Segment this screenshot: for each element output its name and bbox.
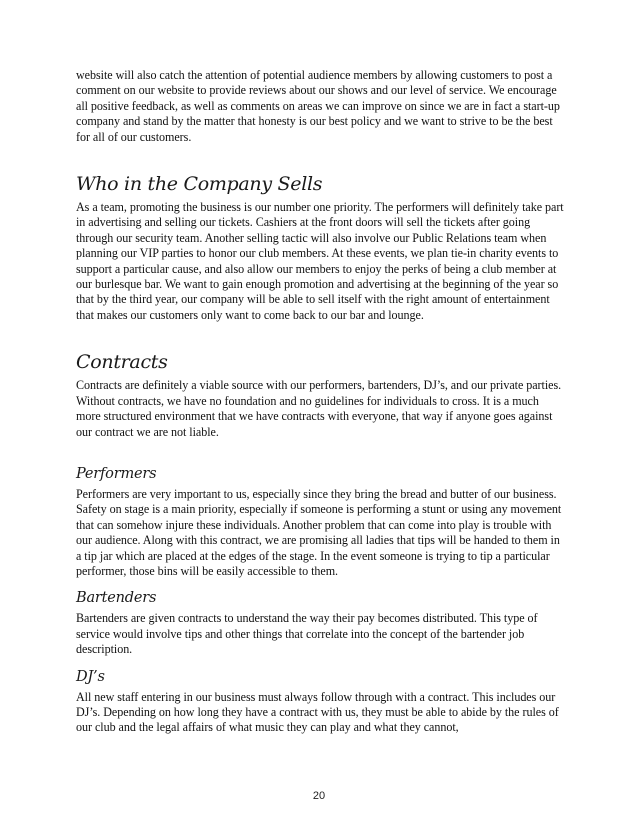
paragraph-bartenders: Bartenders are given contracts to understand the way their pay becomes distributed. This type of service would involve tips and other things that correlate into the concept of the bartender job description. [76, 611, 538, 657]
document-page [76, 68, 566, 736]
heading-who-sells: Who in the Company Sells [76, 173, 323, 196]
heading-performers: Performers [76, 465, 157, 482]
heading-bartenders: Bartenders [76, 590, 157, 607]
heading-contracts: Contracts [76, 351, 168, 374]
paragraph-intro: website will also catch the attention of potential audience members by allowing customers to post a comment on our website to provide reviews about our shows and our level of service. We encourage all positive feedback, as well as comments on areas we can improve on since we are in fact a start-up company and stand by the matter that honesty is our best policy and we want to strive to be the best for all of our customers. [76, 68, 560, 144]
heading-djs: DJ’s [76, 668, 105, 685]
paragraph-contracts: Contracts are definitely a viable source with our performers, bartenders, DJ’s, and our private parties. Without contracts, we have no foundation and no guidelines for individuals to cross. It is a much more structured environment that we have contracts with everyone, that way if anyone goes against our contract we are not liable. [76, 378, 562, 439]
paragraph-who-sells: As a team, promoting the business is our number one priority. The performers will definitely take part in advertising and selling our tickets. Cashiers at the front doors will sell the tickets after going through our security team. Another selling tactic will also involve our Public Relations team when planning our VIP parties to honor our club members. At these events, we plan tie-in charity events to support a particular cause, and also allow our members to enjoy the perks of being a club member at our burlesque bar. We want to gain enough promotion and advertising at the beginning of the year so that by the third year, our company will be able to sell itself with the right amount of entertainment that makes our customers only want to come back to our bar and lounge. [76, 200, 564, 322]
paragraph-djs: All new staff entering in our business must always follow through with a contract. This includes our DJ’s. Depending on how long they have a contract with us, they must be able to abide by the rules of our club and the legal affairs of what music they can play and what they cannot, [76, 689, 559, 735]
paragraph-performers: Performers are very important to us, especially since they bring the bread and butter of our business. Safety on stage is a main priority, especially if someone is performing a stunt or using any movement that can somehow injure these individuals. Another problem that can come into play is trouble with our audience. Along with this contract, we are promising all ladies that tips will be handed to them in a tip jar which are placed at the edges of the stage. In the event someone is trying to tip a particular performer, those bins will be easily accessible to them. [76, 486, 562, 578]
page-number: 20 [312, 790, 326, 802]
